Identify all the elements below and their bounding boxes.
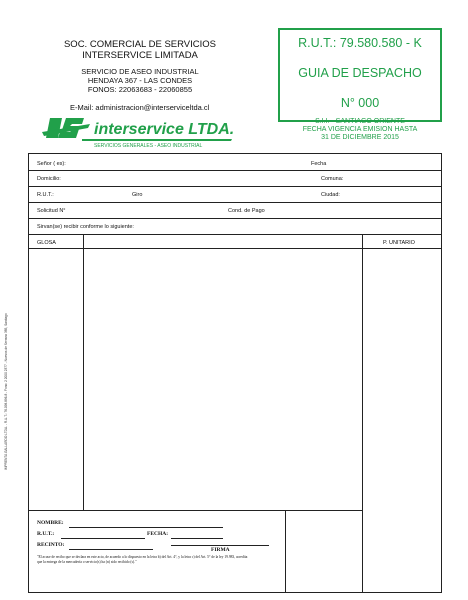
items-bottom-line: [29, 510, 362, 511]
row-domicilio: [29, 170, 441, 187]
footer-rut-label: R.U.T.:: [37, 531, 55, 537]
sii-validity-date: 31 DE DICIEMBRE 2015: [321, 134, 399, 141]
recinto-label: RECINTO:: [37, 542, 65, 548]
company-address: HENDAYA 367 - LAS CONDES: [87, 76, 193, 85]
senor-label: Señor ( es):: [37, 161, 66, 167]
cond-pago-label: Cond. de Pago: [228, 208, 265, 214]
printer-side-note: IMPRENTA GALLARDO LTDA. - R.U.T.: 76.098.896-8 - Fono: 2 2000 2377 - Nuevos de Serrano 385, Santiago: [4, 313, 8, 470]
rut-number: R.U.T.: 79.580.580 - K: [298, 36, 422, 50]
footer-fecha-line: [171, 538, 223, 539]
logo-tagline: SERVICIOS GENERALES - ASEO INDUSTRIAL: [94, 143, 203, 148]
company-logo: [42, 112, 242, 148]
sirvanse-label: Sirvan(se) recibir conforme lo siguiente:: [37, 224, 134, 230]
row-sirvanse: [29, 218, 441, 235]
company-phones: FONOS: 22063683 - 22060855: [87, 85, 193, 94]
sii-info: [278, 118, 442, 142]
document-number: N° 000: [340, 96, 380, 110]
row-rut: [29, 186, 441, 203]
comuna-label: Comuna:: [321, 176, 344, 182]
p-unitario-header: P. UNITARIO: [383, 240, 415, 246]
row-solicitud: [29, 202, 441, 219]
column-divider-left: [83, 234, 84, 510]
document-title: GUIA DE DESPACHO: [298, 66, 422, 80]
items-header: [29, 234, 441, 249]
company-name-line1: SOC. COMERCIAL DE SERVICIOS: [63, 39, 217, 50]
sii-validity-label: FECHA VIGENCIA EMISION HASTA: [302, 126, 418, 133]
recinto-line: [69, 549, 153, 550]
company-email: E-Mail: administracion@interserviceltda.cl: [70, 103, 210, 112]
company-header: [40, 40, 240, 94]
ciudad-label: Ciudad:: [321, 192, 340, 198]
nombre-label: NOMBRE:: [37, 520, 64, 526]
sii-office: S.I.I. - SANTIAGO ORIENTE: [315, 118, 405, 125]
domicilio-label: Domicilio:: [37, 176, 61, 182]
firma-label: FIRMA: [211, 547, 230, 553]
firma-line: [171, 545, 269, 546]
glosa-header: GLOSA: [37, 240, 56, 246]
column-divider-right: [362, 234, 363, 592]
company-activity: SERVICIO DE ASEO INDUSTRIAL: [81, 67, 199, 76]
footer-fecha-label: FECHA:: [147, 531, 169, 537]
giro-label: Giro: [132, 192, 143, 198]
document-id-box: [278, 28, 442, 122]
row-senor: [29, 154, 441, 171]
dispatch-form: [28, 153, 442, 593]
legal-text-line1: "El acuse de recibo que se declara en este acto, de acuerdo a lo dispuesto en la letra b) del Art. 4°, y la letra c) del Art. 5° de la ley 19.983, acredita: [37, 555, 248, 559]
footer-rut-line: [61, 538, 145, 539]
logo-name: interservice LTDA.: [94, 121, 235, 138]
company-name-line2: INTERSERVICE LIMITADA: [82, 49, 198, 61]
solicitud-label: Solicitud N°: [37, 208, 66, 214]
fecha-label: Fecha: [311, 161, 327, 167]
legal-text-line2: que la entrega de la mercadería o servicio(s) ha (n) sido recibido (s).": [37, 560, 137, 564]
rut-label: R.U.T.:: [37, 192, 54, 198]
footer-divider: [285, 510, 286, 592]
nombre-line: [69, 527, 223, 528]
